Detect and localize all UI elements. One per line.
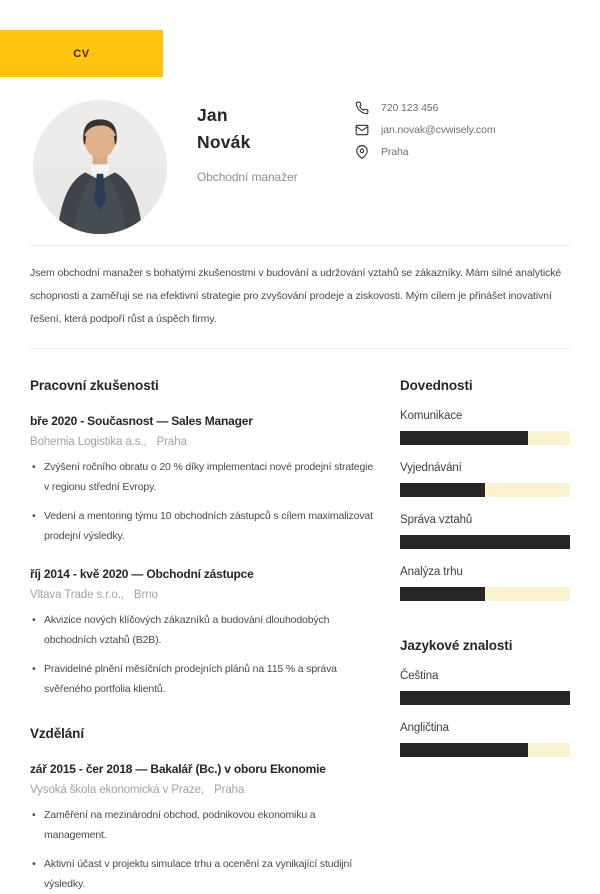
experience-entry-bullets bbox=[30, 457, 380, 546]
skill-item bbox=[400, 514, 570, 549]
header-divider bbox=[30, 245, 570, 246]
skill-bar bbox=[400, 483, 570, 497]
name-block bbox=[197, 100, 297, 184]
first-name: Jan bbox=[197, 105, 228, 125]
education-heading: Vzdělání bbox=[30, 726, 84, 741]
languages-heading: Jazykové znalosti bbox=[400, 638, 513, 653]
education-entry-school: Vysoká škola ekonomická v Praze, bbox=[30, 784, 205, 796]
experience-entry bbox=[30, 567, 380, 699]
bullet-item: • Akvizice nových klíčových zákazníků a budování dlouhodobých obchodních vztahů (B2B). bbox=[30, 610, 380, 650]
language-bar-fill bbox=[400, 691, 570, 705]
skill-item bbox=[400, 462, 570, 497]
contact-block bbox=[355, 100, 570, 167]
cv-badge-label: CV bbox=[73, 47, 90, 60]
job-title: Obchodní manažer bbox=[197, 170, 298, 184]
skill-item bbox=[400, 566, 570, 601]
location-text: Praha bbox=[381, 146, 409, 158]
contact-phone-row bbox=[355, 101, 570, 115]
language-item bbox=[400, 722, 570, 757]
skill-label: Analýza trhu bbox=[400, 566, 463, 578]
language-label: Čeština bbox=[400, 670, 439, 682]
skill-item bbox=[400, 410, 570, 445]
language-bar bbox=[400, 691, 570, 705]
experience-entry-company: Vltava Trade s.r.o., bbox=[30, 589, 124, 601]
cv-badge bbox=[0, 30, 163, 77]
skills-heading: Dovednosti bbox=[400, 378, 473, 393]
right-column bbox=[400, 349, 570, 894]
education-entry-bullets bbox=[30, 805, 380, 894]
skill-label: Správa vztahů bbox=[400, 514, 473, 526]
language-label: Angličtina bbox=[400, 722, 449, 734]
education-entry-location: Praha bbox=[214, 784, 245, 796]
skill-bar bbox=[400, 587, 570, 601]
mail-icon bbox=[355, 123, 369, 137]
bullet-item: • Zvýšení ročního obratu o 20 % díky implementaci nové prodejní strategie v regionu střední Evropy. bbox=[30, 457, 380, 497]
education-entry-title: zář 2015 - čer 2018 — Bakalář (Bc.) v oboru Ekonomie bbox=[30, 762, 326, 776]
profile-photo bbox=[33, 100, 167, 234]
education-entry-school-line bbox=[30, 784, 380, 796]
profile-photo-illustration bbox=[33, 100, 167, 234]
experience-entry-company-line bbox=[30, 589, 380, 601]
contact-email-row bbox=[355, 123, 570, 137]
left-column bbox=[30, 349, 380, 894]
main-columns bbox=[0, 349, 600, 894]
experience-entry-bullets bbox=[30, 610, 380, 699]
skill-label: Vyjednávání bbox=[400, 462, 462, 474]
skill-bar bbox=[400, 431, 570, 445]
experience-entry-title: říj 2014 - kvě 2020 — Obchodní zástupce bbox=[30, 567, 254, 581]
experience-entry bbox=[30, 414, 380, 546]
bullet-item: • Zaměření na mezinárodní obchod, podnikovou ekonomiku a management. bbox=[30, 805, 380, 845]
skill-label: Komunikace bbox=[400, 410, 463, 422]
experience-heading: Pracovní zkušenosti bbox=[30, 378, 159, 393]
experience-entry-company: Bohemia Logistika a.s., bbox=[30, 436, 147, 448]
language-bar-fill bbox=[400, 743, 528, 757]
phone-icon bbox=[355, 101, 369, 115]
skill-bar-fill bbox=[400, 587, 485, 601]
location-pin-icon bbox=[355, 145, 369, 159]
last-name: Novák bbox=[197, 132, 251, 152]
phone-number: 720 123 456 bbox=[381, 102, 439, 114]
email-address: jan.novak@cvwisely.com bbox=[381, 124, 496, 136]
bullet-item: • Pravidelné plnění měsíčních prodejních plánů na 115 % a správa svěřeného portfolia klientů. bbox=[30, 659, 380, 699]
experience-entry-location: Praha bbox=[156, 436, 187, 448]
skill-bar-fill bbox=[400, 535, 570, 549]
language-item bbox=[400, 670, 570, 705]
summary-paragraph: Jsem obchodní manažer s bohatými zkušenostmi v budování a udržování vztahů se zákazníky. Mám silné analytické schopnosti a zaměřuji se na efektivní strategie pro zvyšování prodeje a ziskovosti. Mým cílem je přinášet inovativní řešení, která podpoří růst a úspěch firmy. bbox=[30, 267, 562, 325]
bullet-item: • Vedení a mentoring týmu 10 obchodních zástupců s cílem maximalizovat prodejní výsledky. bbox=[30, 506, 380, 546]
experience-entry-location: Brno bbox=[133, 589, 158, 601]
skill-bar-fill bbox=[400, 483, 485, 497]
language-bar bbox=[400, 743, 570, 757]
skill-bar-fill bbox=[400, 431, 528, 445]
experience-entry-title: bře 2020 - Současnost — Sales Manager bbox=[30, 414, 253, 428]
education-entry bbox=[30, 762, 380, 894]
skill-bar bbox=[400, 535, 570, 549]
contact-location-row bbox=[355, 145, 570, 159]
bullet-item: • Aktivní účast v projektu simulace trhu a ocenění za vynikající studijní výsledky. bbox=[30, 854, 380, 894]
experience-entry-company-line bbox=[30, 436, 380, 448]
